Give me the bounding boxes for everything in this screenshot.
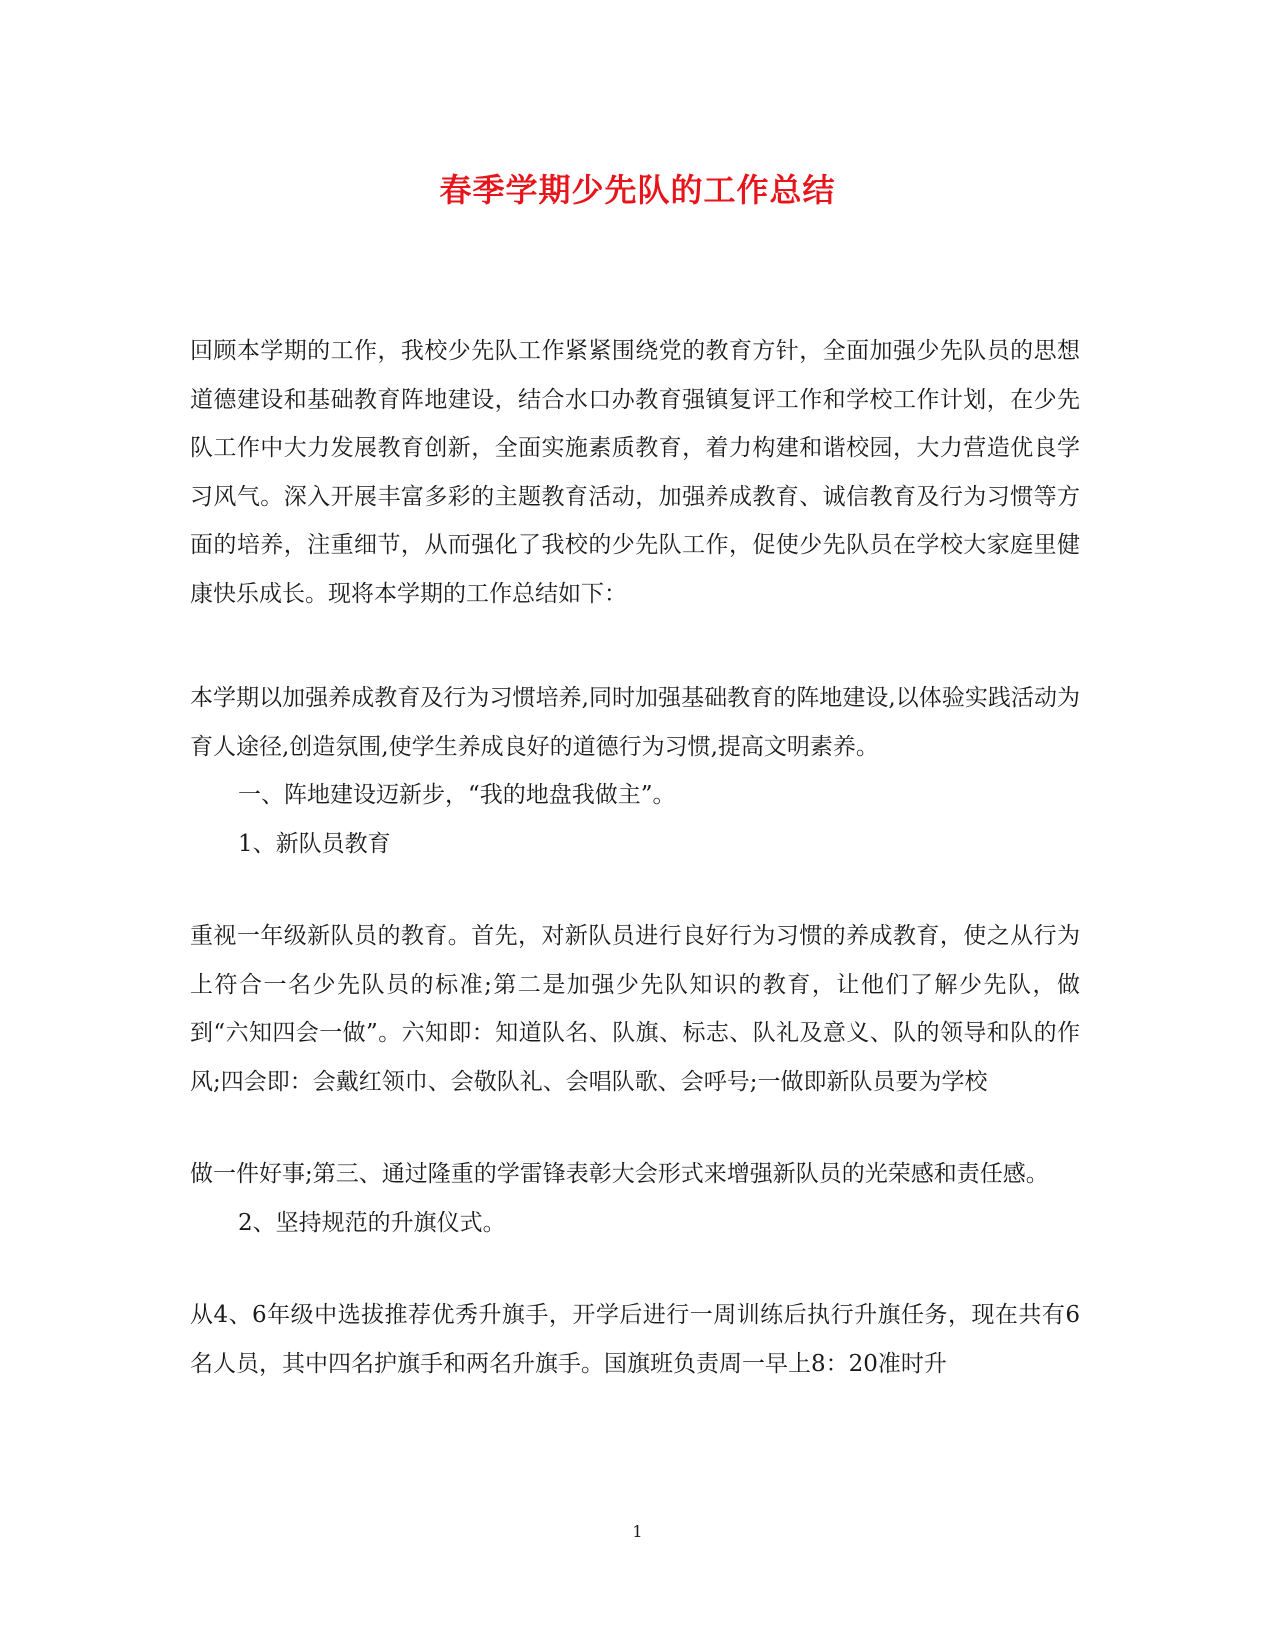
page-number: 1: [632, 1522, 643, 1541]
section-heading-1: 一、阵地建设迈新步，“我的地盘我做主”。: [238, 782, 676, 808]
subsection-heading-2: 2、坚持规范的升旗仪式。: [238, 1209, 506, 1236]
paragraph-gap: [190, 1106, 1080, 1150]
paragraph-new-members: 重视一年级新队员的教育。首先，对新队员进行良好行为习惯的养成教育，使之从行为上符合一名少先队员的标准;第二是加强少先队知识的教育，让他们了解少先队，做到“六知四会一做”。六知即：知道队名、队旗、标志、队礼及意义、队的领导和队的作风;四会即：会戴红领巾、会敬队礼、会唱队歌、会呼号;一做即新队员要为学校: [190, 923, 1080, 1095]
paragraph-good-deed: 做一件好事;第三、通过隆重的学雷锋表彰大会形式来增强新队员的光荣感和责任感。: [190, 1161, 1049, 1187]
paragraph-overview: 本学期以加强养成教育及行为习惯培养,同时加强基础教育的阵地建设,以体验实践活动为育人途径,创造氛围,使学生养成良好的道德行为习惯,提高文明素养。: [190, 685, 1080, 760]
paragraph-gap: [190, 618, 1080, 674]
paragraph-gap: [190, 1247, 1080, 1291]
subsection-heading-1: 1、新队员教育: [238, 830, 391, 857]
paragraph-intro: 回顾本学期的工作，我校少先队工作紧紧围绕党的教育方针，全面加强少先队员的思想道德建设和基础教育阵地建设，结合水口办教育强镇复评工作和学校工作计划，在少先队工作中大力发展教育创新，全面实施素质教育，着力构建和谐校园，大力营造优良学习风气。深入开展丰富多彩的主题教育活动，加强养成教育、诚信教育及行为习惯等方面的培养，注重细节，从而强化了我校的少先队工作，促使少先队员在学校大家庭里健康快乐成长。现将本学期的工作总结如下：: [190, 338, 1080, 607]
paragraph-flag-team: 从4、6年级中选拔推荐优秀升旗手，开学后进行一周训练后执行升旗任务，现在共有6名人员，其中四名护旗手和两名升旗手。国旗班负责周一早上8：20准时升: [190, 1302, 1080, 1377]
document-body: [190, 327, 1080, 1388]
document-title: 春季学期少先队的工作总结: [439, 171, 836, 209]
paragraph-gap: [190, 868, 1080, 912]
